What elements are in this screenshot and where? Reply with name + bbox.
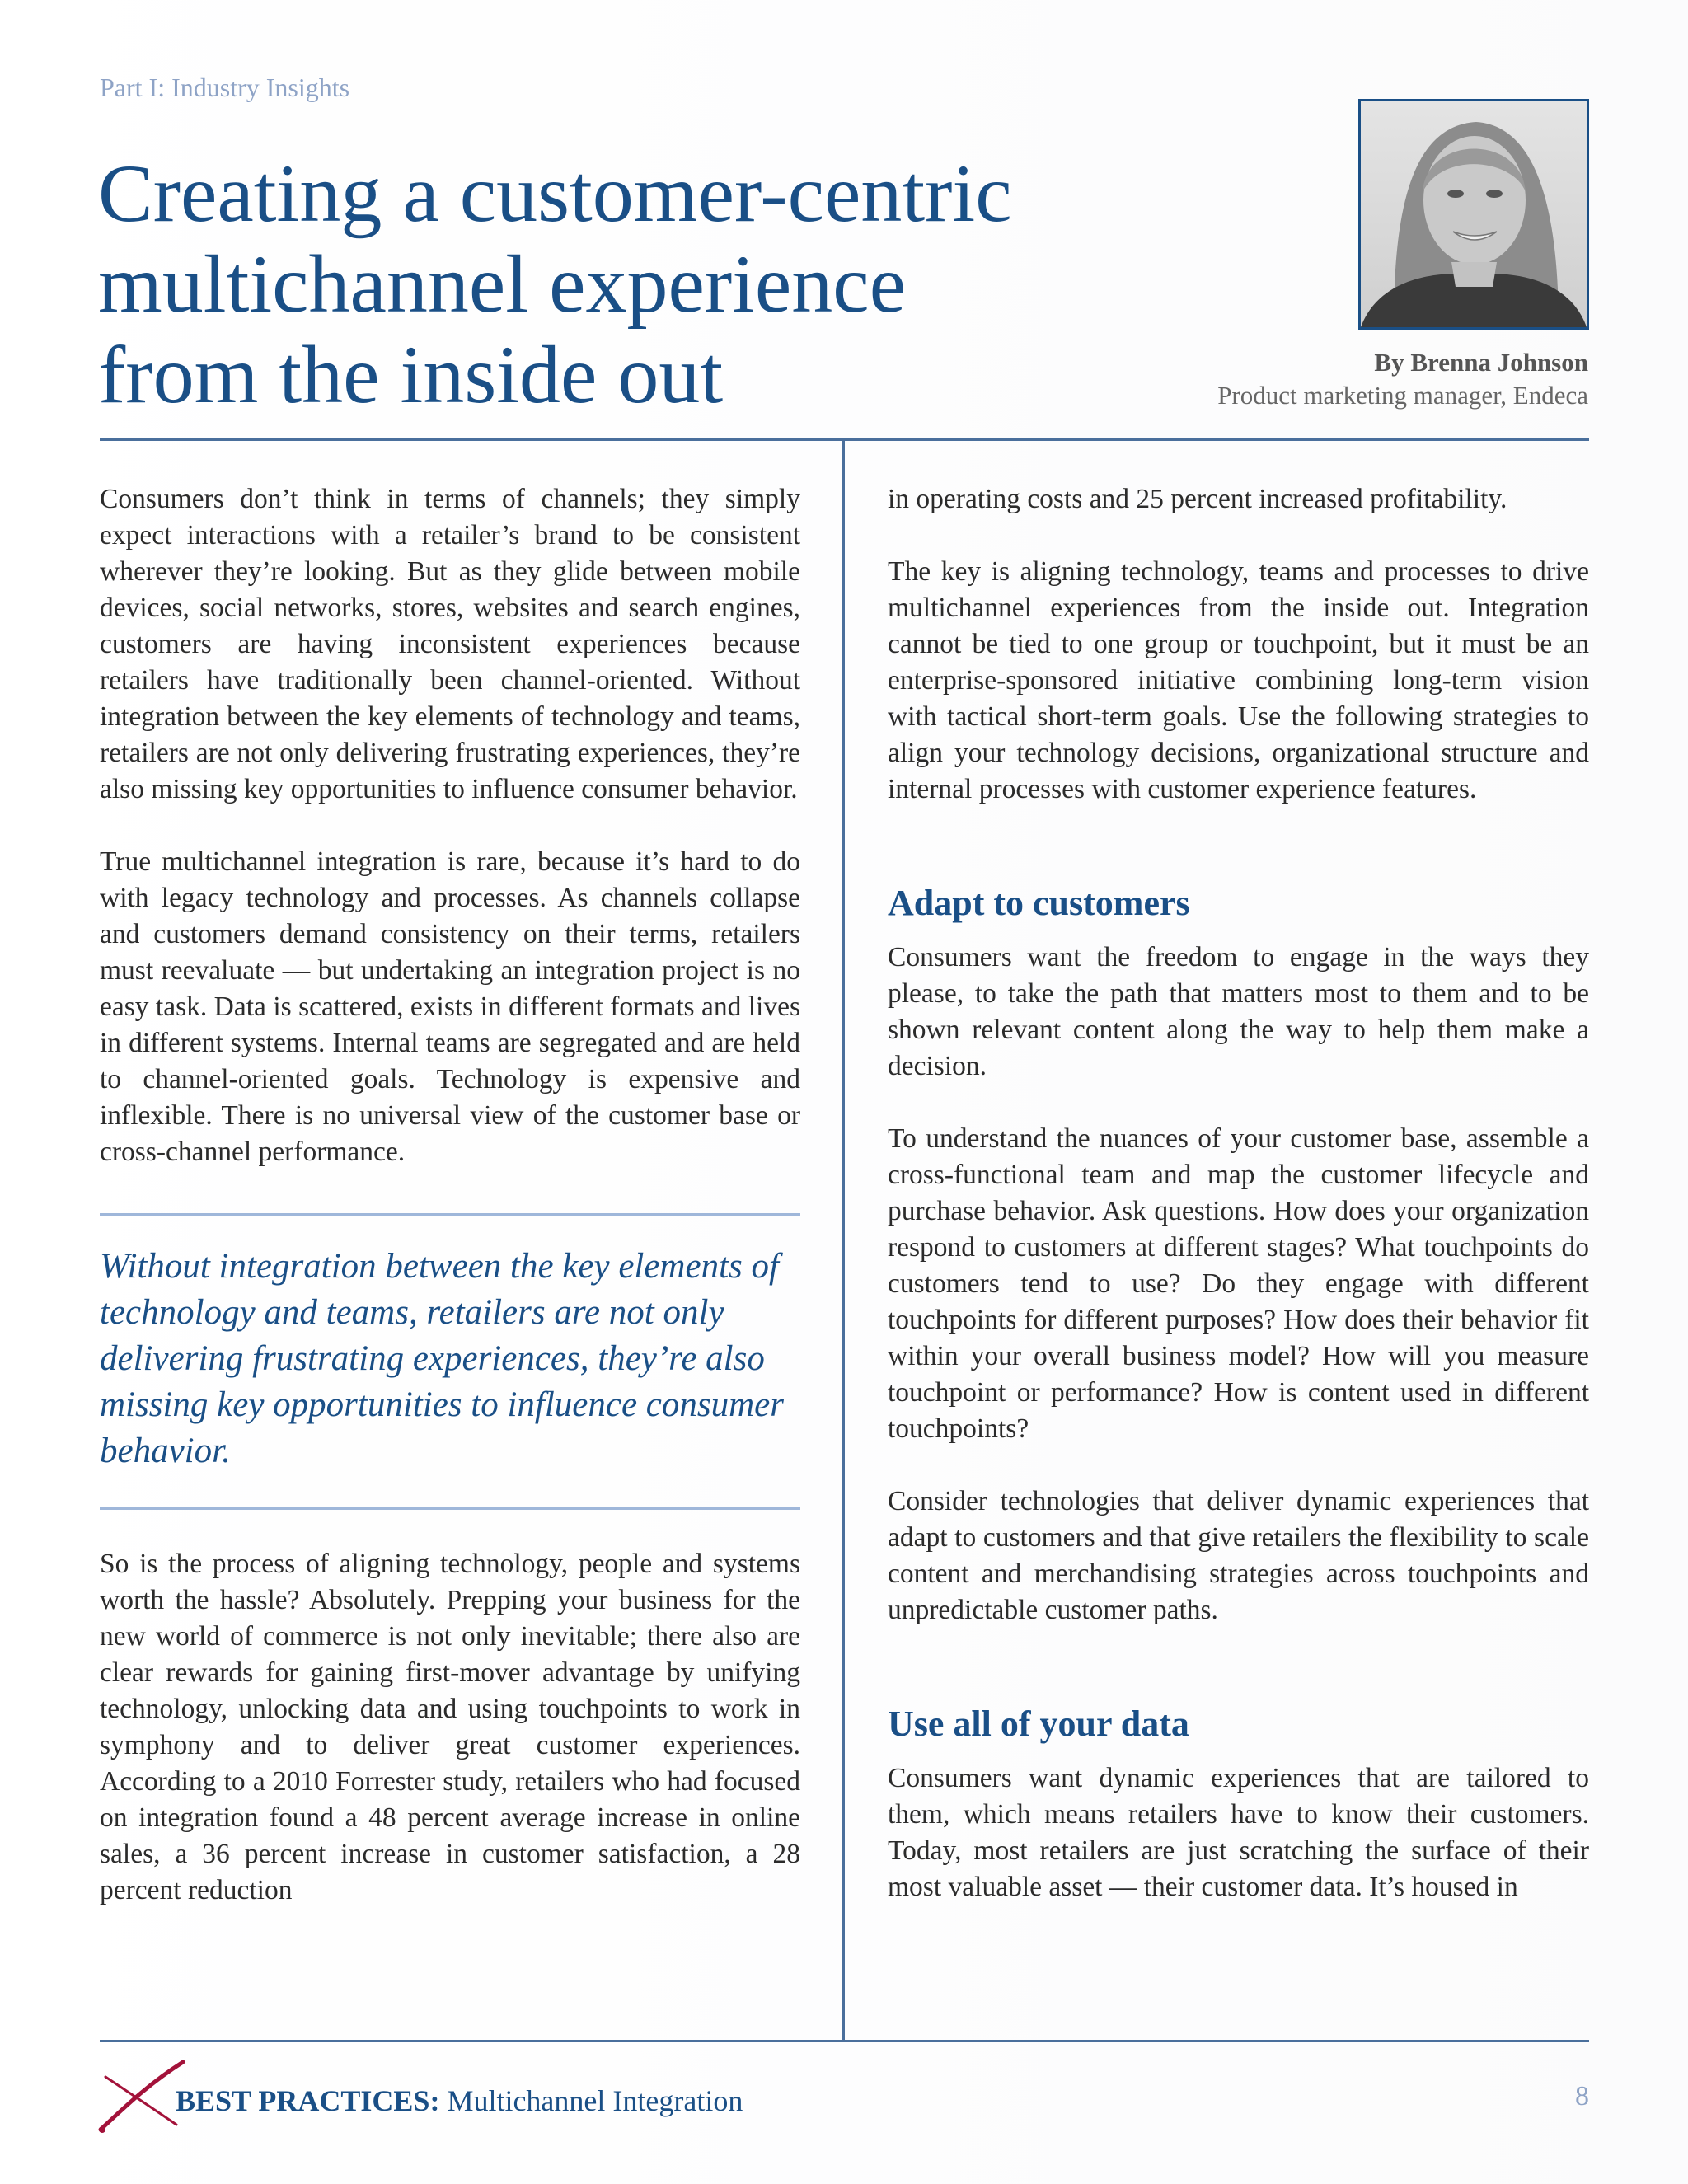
title-line-2: multichannel experience [98, 238, 907, 330]
body-paragraph: The key is aligning technology, teams and processes to drive multichannel experiences from the inside out. Integration cannot be tied to one group or touchpoint, but it must be an enterprise-sponsored initiative combining long-term vision with tactical short-term goals. Use the following strategies to align your technology decisions, organizational structure and internal processes with customer experience features. [888, 556, 1589, 804]
title-line-1: Creating a customer-centric [98, 148, 1012, 239]
body-paragraph: To understand the nuances of your customer base, assemble a cross-functional team and map the customer lifecycle and purchase behavior. Ask questions. How does your organization respond to customers at different stages? What touchpoints do customers tend to use? Do they engage with different touchpoints for different purposes? How does their behavior fit within your overall business model? How will you measure touchpoint or performance? How is content used in different touchpoints? [888, 1123, 1589, 1444]
author-photo [1358, 99, 1589, 330]
right-column [888, 481, 1589, 1942]
body-paragraph: Consider technologies that deliver dynamic experiences that adapt to customers and that give retailers the flexibility to scale content and merchandising strategies across touchpoints and unpredictable customer paths. [888, 1486, 1589, 1625]
pullquote-rule-top [100, 1213, 800, 1216]
page-number: 8 [1575, 2081, 1589, 2111]
body-paragraph: in operating costs and 25 percent increased profitability. [888, 484, 1507, 514]
page-title [98, 148, 1211, 420]
footer-label-strong: BEST PRACTICES: [176, 2084, 440, 2117]
author-name: By Brenna Johnson [1374, 348, 1588, 377]
section-heading: Adapt to customers [888, 883, 1190, 923]
pullquote-rule-bottom [100, 1507, 800, 1510]
author-portrait-image [1361, 101, 1587, 327]
pullquote: Without integration between the key elements of technology and teams, retailers are not only delivering frustrating experiences, they’re also missing key opportunities to influence consumer behavior. [100, 1247, 784, 1470]
title-line-3: from the inside out [98, 329, 724, 420]
section-heading: Use all of your data [888, 1704, 1189, 1744]
body-paragraph: True multichannel integration is rare, because it’s hard to do with legacy technology and processes. As channels collapse and customers demand consistency on their terms, retailers must reevaluate — but undertaking an integration project is no easy task. Data is scattered, exists in different formats and lives in different systems. Internal teams are segregated and are held to channel-oriented goals. Technology is expensive and inflexible. There is no universal view of the customer base or cross-channel performance. [100, 846, 800, 1167]
author-role: Product marketing manager, Endeca [1217, 381, 1588, 410]
footer-label [176, 2083, 743, 2118]
brand-x-logo-icon [97, 2060, 188, 2135]
section-label: Part I: Industry Insights [100, 73, 350, 102]
footer-divider [100, 2040, 1589, 2042]
column-divider [842, 438, 845, 2040]
body-paragraph: Consumers don’t think in terms of channels; they simply expect interactions with a retailer’s brand to be consistent wherever they’re looking. But as they glide between mobile devices, social networks, stores, websites and search engines, customers are having inconsistent experiences because retailers have traditionally been channel-oriented. Without integration between the key elements of technology and teams, retailers are not only delivering frustrating experiences, they’re also missing key opportunities to influence consumer behavior. [100, 484, 800, 804]
byline [1217, 346, 1588, 412]
body-paragraph: So is the process of aligning technology, people and systems worth the hassle? Absolutely. Prepping your business for the new world of commerce is not only inevitable; there also are clear rewards for gaining first-mover advantage by unifying technology, unlocking data and using touchpoints to work in symphony and to deliver great customer experiences. According to a 2010 Forrester study, retailers who had focused on integration found a 48 percent average increase in online sales, a 36 percent increase in customer satisfaction, a 28 percent reduction [100, 1549, 800, 1905]
body-paragraph: Consumers want the freedom to engage in the ways they please, to take the path that matters most to them and to be shown relevant content along the way to help them make a decision. [888, 942, 1589, 1081]
body-paragraph: Consumers want dynamic experiences that are tailored to them, which means retailers have to know their customers. Today, most retailers are just scratching the surface of their most valuable asset — their customer data. It’s housed in [888, 1763, 1589, 1902]
footer-label-text: Multichannel Integration [447, 2084, 743, 2117]
left-column [100, 481, 800, 1945]
